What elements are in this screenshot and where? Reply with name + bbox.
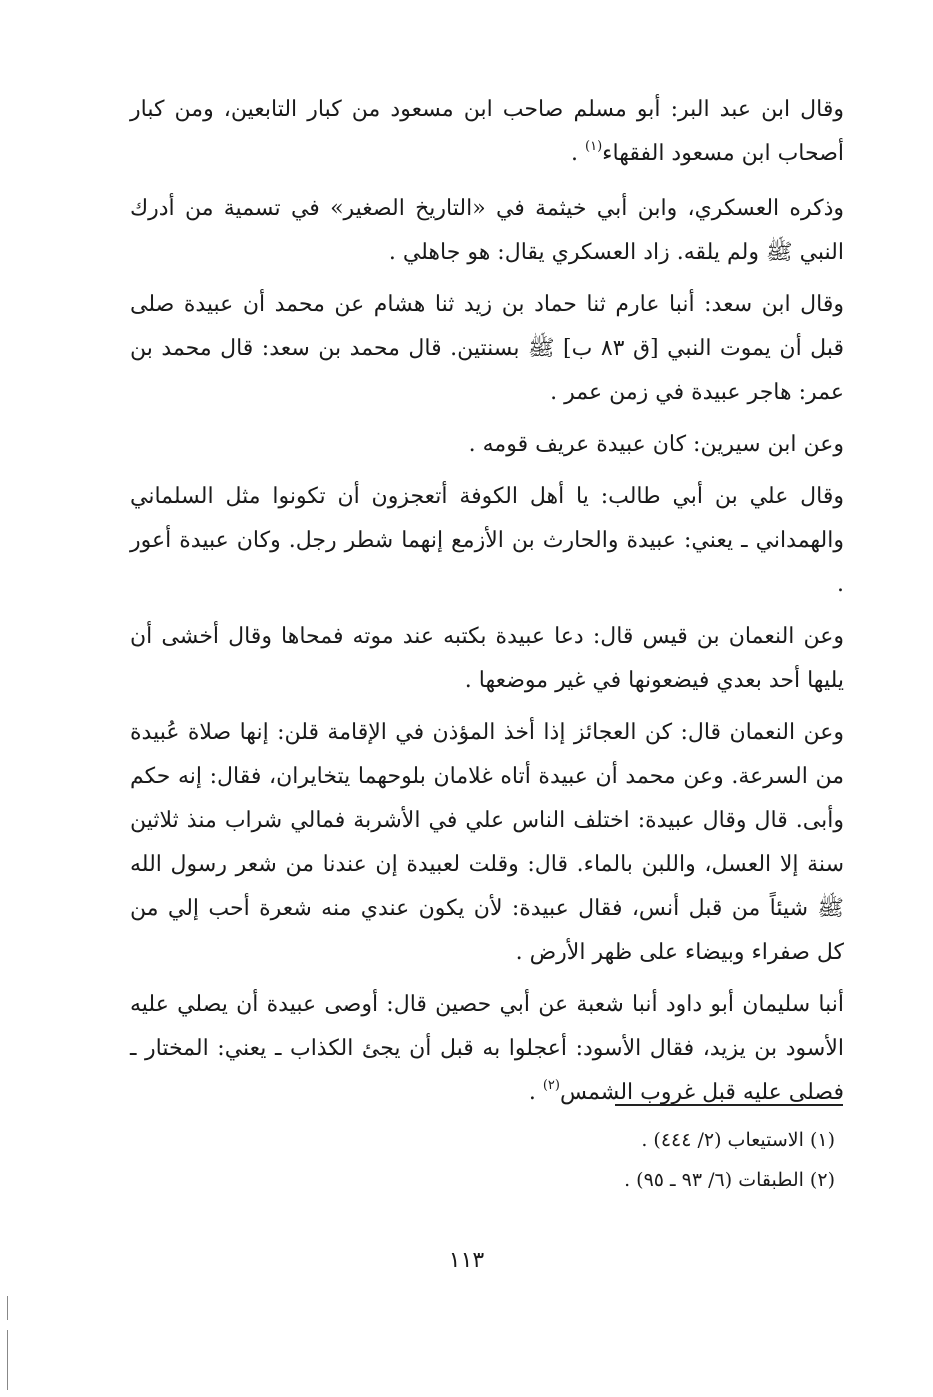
footnote: (١) الاستيعاب (٢/ ٤٤٤) . <box>641 1129 835 1151</box>
paragraph: وعن ابن سيرين: كان عبيدة عريف قومه . <box>468 432 844 457</box>
paragraph <box>130 88 844 179</box>
paragraph: وعن النعمان بن قيس قال: دعا عبيدة بكتبه عند موته فمحاها وقال أخشى أن يليها أحد بعدي فيضعونها في غير موضعها . <box>130 624 844 693</box>
scan-edge-mark <box>7 1330 8 1390</box>
footnote-ref: (٢) <box>542 1078 560 1093</box>
page-number: ١١٣ <box>448 1248 485 1273</box>
paragraph <box>130 983 844 1118</box>
paragraph: وعن النعمان قال: كن العجائز إذا أخذ المؤذن في الإقامة قلن: إنها صلاة عُبيدة من السرعة. وعن محمد أن عبيدة أتاه غلامان بلوحهما يتخايران، فقال: إنه حكم وأبى. قال وقال عبيدة: اختلف الناس علي في الأشربة فمالي شراب منذ ثلاثين سنة إلا العسل، واللبن بالماء. قال: وقلت لعبيدة إن عندنا من شعر رسول الله ﷺ شيئاً من قبل أنس، فقال عبيدة: لأن يكون عندي منه شعرة أحب إلي من كل صفراء وبيضاء على ظهر الأرض . <box>130 720 844 965</box>
footnote: (٢) الطبقات (٦/ ٩٣ ـ ٩٥) . <box>624 1169 835 1191</box>
footnote-ref: (١) <box>585 139 603 154</box>
paragraph: وقال ابن سعد: أنبا عارم ثنا حماد بن زيد ثنا هشام عن محمد أن عبيدة صلى قبل أن يموت النبي [ق ٨٣ ب] ﷺ بسنتين. قال محمد بن سعد: قال محمد بن عمر: هاجر عبيدة في زمن عمر . <box>130 292 844 405</box>
paragraph-text: أنبا سليمان أبو داود أنبا شعبة عن أبي حصين قال: أوصى عبيدة أن يصلي عليه الأسود بن يزيد، فقال الأسود: أعجلوا به قبل أن يجئ الكذاب ـ يعني: المختار ـ فصلى عليه قبل غروب الشمس <box>130 992 844 1105</box>
paragraph-end: . <box>571 141 586 166</box>
footnotes <box>130 1120 835 1200</box>
main-text <box>130 88 844 1126</box>
paragraph: وذكره العسكري، وابن أبي خيثمة في «التاريخ الصغير» في تسمية من أدرك النبي ﷺ ولم يلقه. زاد العسكري يقال: هو جاهلي . <box>130 196 844 265</box>
scan-edge-mark <box>7 1296 8 1320</box>
paragraph-end: . <box>528 1080 543 1105</box>
paragraph: وقال علي بن أبي طالب: يا أهل الكوفة أتعجزون أن تكونوا مثل السلماني والهمداني ـ يعني: عبيدة والحارث بن الأزمع إنهما شطر رجل. وكان عبيدة أعور . <box>130 484 844 597</box>
paragraph-text: وقال ابن عبد البر: أبو مسلم صاحب ابن مسعود من كبار التابعين، ومن كبار أصحاب ابن مسعود الفقهاء <box>130 97 844 166</box>
footnote-divider <box>615 1104 843 1106</box>
